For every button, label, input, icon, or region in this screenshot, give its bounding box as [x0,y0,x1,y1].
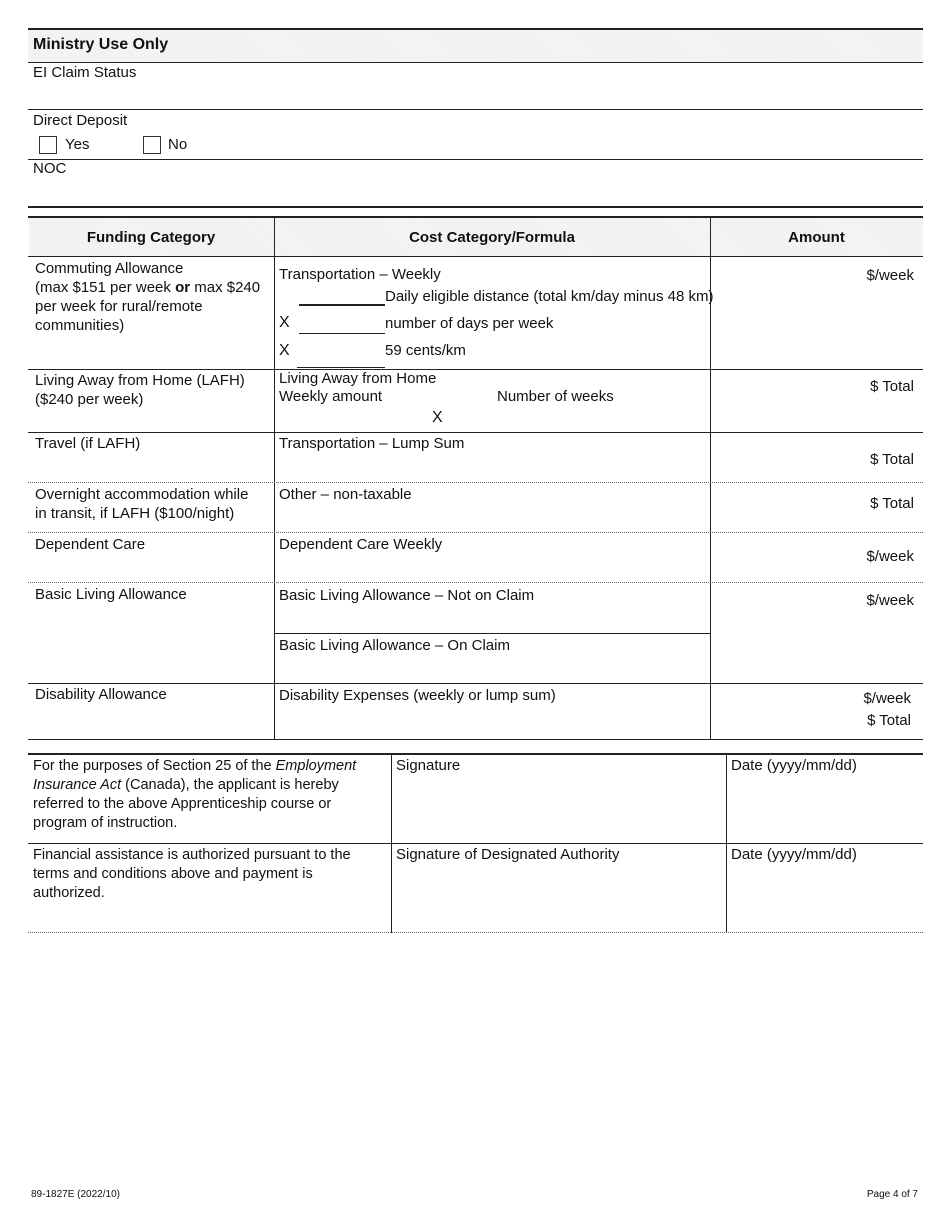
basic-amount-unit: $/week [866,592,914,609]
lafh-multiply-mark: X [432,409,443,426]
commuting-line1: Commuting Allowance [35,260,184,277]
signature-bottom-border [28,932,923,933]
yes-label: Yes [65,136,90,153]
disability-cost: Disability Expenses (weekly or lump sum) [279,687,556,704]
divider [28,28,923,30]
referral-line2: Insurance Act (Canada), the applicant is hereby [33,777,339,793]
commuting-line2: (max $151 per week or max $240 [35,279,261,296]
signature-top-border [28,753,923,755]
disability-amount-total: $ Total [867,712,911,729]
divider [28,109,923,110]
commuting-formula-distance: Daily eligible distance (total km/day minus 48 km) [385,288,714,305]
commuting-multiply-mark-2: X [279,342,290,359]
divider [28,206,923,208]
commuting-line3: per week for rural/remote [35,298,203,315]
basic-cost-not-claim: Basic Living Allowance – Not on Claim [279,587,535,604]
table-bottom-border [28,739,923,740]
divider [274,633,710,634]
no-label: No [168,136,188,153]
referral-line1: For the purposes of Section 25 of the Employment [33,758,357,774]
commuting-line4: communities) [35,317,125,334]
divider [28,532,923,533]
commuting-multiply-mark-1: X [279,314,290,331]
divider [28,62,923,63]
overnight-line1: Overnight accommodation while [35,486,249,503]
lafh-line2: ($240 per week) [35,391,144,408]
date-label-1: Date (yyyy/mm/dd) [731,757,857,774]
travel-cost: Transportation – Lump Sum [279,435,465,452]
lafh-category [35,371,270,409]
lafh-line1: Living Away from Home (LAFH) [35,372,245,389]
auth-line3: authorized. [33,885,105,901]
signature-label: Signature [396,757,461,774]
disability-amount-week: $/week [863,690,911,707]
overnight-category [35,485,270,523]
commuting-distance-blank[interactable] [299,304,385,306]
commuting-cost-title: Transportation – Weekly [279,266,441,283]
ministry-title: Ministry Use Only [33,36,169,53]
signature-field[interactable] [392,780,725,842]
direct-deposit-no-checkbox[interactable] [143,136,161,154]
basic-category: Basic Living Allowance [35,586,187,603]
divider [28,582,923,583]
divider [28,256,923,257]
divider [28,683,923,684]
designated-signature-field[interactable] [392,868,725,932]
commuting-amount-unit: $/week [866,267,914,284]
date-label-2: Date (yyyy/mm/dd) [731,846,857,863]
ei-claim-status-label: EI Claim Status [33,64,137,81]
commuting-formula-rate: 59 cents/km [385,342,466,359]
dependent-amount-unit: $/week [866,548,914,565]
auth-line2: terms and conditions above and payment is [33,866,313,882]
basic-cost-on-claim: Basic Living Allowance – On Claim [279,637,510,654]
commuting-days-blank[interactable] [299,333,385,334]
direct-deposit-yes-checkbox[interactable] [39,136,57,154]
travel-category: Travel (if LAFH) [35,435,141,452]
lafh-weeks-label: Number of weeks [497,388,614,405]
commuting-formula-days: number of days per week [385,315,554,332]
divider [28,369,923,370]
commuting-category [35,259,270,335]
commuting-rate-blank[interactable] [297,367,385,368]
divider [28,432,923,433]
auth-line1: Financial assistance is authorized pursuant to the [33,847,351,863]
lafh-cost-line1: Living Away from Home [279,370,437,387]
authorization-statement [33,846,388,903]
referral-line4: program of instruction. [33,815,178,831]
travel-amount-unit: $ Total [870,451,914,468]
overnight-line2: in transit, if LAFH ($100/night) [35,505,235,522]
disability-category: Disability Allowance [35,686,167,703]
designated-authority-label: Signature of Designated Authority [396,846,620,863]
date-field-2[interactable] [727,868,922,932]
dependent-cost: Dependent Care Weekly [279,536,443,553]
noc-label: NOC [33,160,67,177]
date-field-1[interactable] [727,780,922,842]
divider [28,843,923,844]
overnight-cost: Other – non-taxable [279,486,412,503]
lafh-cost-line2: Weekly amount [279,388,383,405]
divider [28,482,923,483]
referral-line3: referred to the above Apprenticeship course or [33,796,332,812]
lafh-amount-unit: $ Total [870,378,914,395]
referral-statement [33,757,388,833]
header-funding-category: Funding Category [86,229,216,246]
header-amount: Amount [788,229,845,246]
header-cost-category: Cost Category/Formula [409,229,575,246]
divider [28,159,923,160]
overnight-amount-unit: $ Total [870,495,914,512]
dependent-category: Dependent Care [35,536,146,553]
page-number: Page 4 of 7 [866,1189,918,1200]
direct-deposit-label: Direct Deposit [33,112,128,129]
form-number: 89-1827E (2022/10) [31,1189,120,1200]
column-divider [274,217,275,739]
